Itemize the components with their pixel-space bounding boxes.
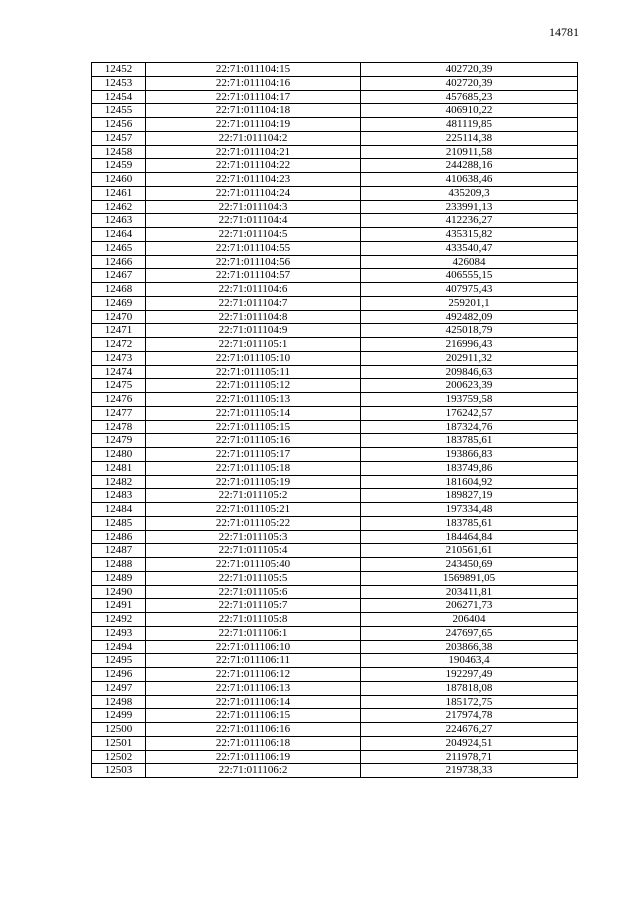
- cadastral-number-cell: 22:71:011105:4: [146, 544, 361, 558]
- table-row: [92, 750, 578, 764]
- cadastral-value-cell: 202911,32: [361, 351, 578, 365]
- cadastral-number-cell: 22:71:011104:16: [146, 76, 361, 90]
- table-row: [92, 296, 578, 310]
- table-row: [92, 640, 578, 654]
- table-row: [92, 214, 578, 228]
- cadastral-number-cell: 22:71:011105:15: [146, 420, 361, 434]
- table-row: [92, 186, 578, 200]
- row-number-cell: 12480: [92, 448, 146, 462]
- row-number-cell: 12466: [92, 255, 146, 269]
- row-number-cell: 12469: [92, 296, 146, 310]
- row-number-cell: 12461: [92, 186, 146, 200]
- cadastral-number-cell: 22:71:011105:6: [146, 585, 361, 599]
- cadastral-value-cell: 259201,1: [361, 296, 578, 310]
- row-number-cell: 12470: [92, 310, 146, 324]
- row-number-cell: 12468: [92, 283, 146, 297]
- cadastral-value-cell: 200623,39: [361, 379, 578, 393]
- cadastral-value-cell: 457685,23: [361, 90, 578, 104]
- row-number-cell: 12477: [92, 406, 146, 420]
- cadastral-number-cell: 22:71:011105:16: [146, 434, 361, 448]
- cadastral-value-cell: 193866,83: [361, 448, 578, 462]
- row-number-cell: 12487: [92, 544, 146, 558]
- table-row: [92, 626, 578, 640]
- table-row: [92, 489, 578, 503]
- cadastral-value-cell: 492482,09: [361, 310, 578, 324]
- cadastral-number-cell: 22:71:011105:3: [146, 530, 361, 544]
- cadastral-value-cell: 426084: [361, 255, 578, 269]
- cadastral-number-cell: 22:71:011104:21: [146, 145, 361, 159]
- row-number-cell: 12471: [92, 324, 146, 338]
- cadastral-value-cell: 412236,27: [361, 214, 578, 228]
- table-row: [92, 695, 578, 709]
- cadastral-number-cell: 22:71:011104:56: [146, 255, 361, 269]
- cadastral-number-cell: 22:71:011105:2: [146, 489, 361, 503]
- cadastral-value-cell: 193759,58: [361, 393, 578, 407]
- cadastral-value-cell: 433540,47: [361, 241, 578, 255]
- cadastral-value-cell: 425018,79: [361, 324, 578, 338]
- cadastral-number-cell: 22:71:011106:18: [146, 736, 361, 750]
- row-number-cell: 12486: [92, 530, 146, 544]
- table-row: [92, 118, 578, 132]
- cadastral-value-cell: 217974,78: [361, 709, 578, 723]
- cadastral-number-cell: 22:71:011104:17: [146, 90, 361, 104]
- cadastral-number-cell: 22:71:011104:6: [146, 283, 361, 297]
- table-row: [92, 448, 578, 462]
- table-row: [92, 530, 578, 544]
- row-number-cell: 12475: [92, 379, 146, 393]
- cadastral-value-cell: 406910,22: [361, 104, 578, 118]
- row-number-cell: 12481: [92, 461, 146, 475]
- row-number-cell: 12499: [92, 709, 146, 723]
- cadastral-number-cell: 22:71:011105:13: [146, 393, 361, 407]
- cadastral-value-cell: 210561,61: [361, 544, 578, 558]
- cadastral-value-cell: 192297,49: [361, 668, 578, 682]
- cadastral-number-cell: 22:71:011105:17: [146, 448, 361, 462]
- row-number-cell: 12458: [92, 145, 146, 159]
- cadastral-number-cell: 22:71:011106:10: [146, 640, 361, 654]
- cadastral-value-cell: 247697,65: [361, 626, 578, 640]
- cadastral-number-cell: 22:71:011106:11: [146, 654, 361, 668]
- cadastral-value-cell: 225114,38: [361, 131, 578, 145]
- row-number-cell: 12473: [92, 351, 146, 365]
- cadastral-value-cell: 224676,27: [361, 723, 578, 737]
- cadastral-number-cell: 22:71:011105:11: [146, 365, 361, 379]
- table-row: [92, 76, 578, 90]
- table-row: [92, 131, 578, 145]
- cadastral-value-cell: 206404: [361, 613, 578, 627]
- table-row: [92, 241, 578, 255]
- table-row: [92, 736, 578, 750]
- cadastral-number-cell: 22:71:011106:14: [146, 695, 361, 709]
- cadastral-number-cell: 22:71:011105:22: [146, 516, 361, 530]
- row-number-cell: 12452: [92, 63, 146, 77]
- row-number-cell: 12491: [92, 599, 146, 613]
- cadastral-number-cell: 22:71:011104:55: [146, 241, 361, 255]
- table-row: [92, 338, 578, 352]
- table-body: [92, 63, 578, 778]
- cadastral-value-cell: 185172,75: [361, 695, 578, 709]
- cadastral-number-cell: 22:71:011104:57: [146, 269, 361, 283]
- row-number-cell: 12496: [92, 668, 146, 682]
- cadastral-number-cell: 22:71:011106:1: [146, 626, 361, 640]
- cadastral-number-cell: 22:71:011104:2: [146, 131, 361, 145]
- cadastral-value-cell: 435315,82: [361, 228, 578, 242]
- row-number-cell: 12460: [92, 173, 146, 187]
- row-number-cell: 12493: [92, 626, 146, 640]
- cadastral-value-cell: 203866,38: [361, 640, 578, 654]
- row-number-cell: 12501: [92, 736, 146, 750]
- cadastral-value-cell: 410638,46: [361, 173, 578, 187]
- cadastral-number-cell: 22:71:011105:21: [146, 503, 361, 517]
- cadastral-value-cell: 181604,92: [361, 475, 578, 489]
- cadastral-number-cell: 22:71:011105:12: [146, 379, 361, 393]
- cadastral-value-cell: 233991,13: [361, 200, 578, 214]
- cadastral-number-cell: 22:71:011105:8: [146, 613, 361, 627]
- cadastral-value-cell: 209846,63: [361, 365, 578, 379]
- table-row: [92, 104, 578, 118]
- cadastral-value-cell: 211978,71: [361, 750, 578, 764]
- row-number-cell: 12464: [92, 228, 146, 242]
- row-number-cell: 12483: [92, 489, 146, 503]
- cadastral-number-cell: 22:71:011104:5: [146, 228, 361, 242]
- table-row: [92, 283, 578, 297]
- cadastral-number-cell: 22:71:011104:8: [146, 310, 361, 324]
- table-row: [92, 269, 578, 283]
- row-number-cell: 12489: [92, 571, 146, 585]
- table-row: [92, 63, 578, 77]
- cadastral-number-cell: 22:71:011105:1: [146, 338, 361, 352]
- row-number-cell: 12500: [92, 723, 146, 737]
- row-number-cell: 12492: [92, 613, 146, 627]
- cadastral-number-cell: 22:71:011105:5: [146, 571, 361, 585]
- cadastral-value-cell: 244288,16: [361, 159, 578, 173]
- cadastral-value-cell: 176242,57: [361, 406, 578, 420]
- row-number-cell: 12485: [92, 516, 146, 530]
- row-number-cell: 12455: [92, 104, 146, 118]
- row-number-cell: 12479: [92, 434, 146, 448]
- cadastral-value-cell: 435209,3: [361, 186, 578, 200]
- row-number-cell: 12490: [92, 585, 146, 599]
- table-row: [92, 599, 578, 613]
- table-row: [92, 681, 578, 695]
- table-row: [92, 544, 578, 558]
- table-row: [92, 668, 578, 682]
- cadastral-number-cell: 22:71:011104:18: [146, 104, 361, 118]
- row-number-cell: 12454: [92, 90, 146, 104]
- cadastral-value-cell: 184464,84: [361, 530, 578, 544]
- table-row: [92, 365, 578, 379]
- row-number-cell: 12465: [92, 241, 146, 255]
- cadastral-number-cell: 22:71:011105:7: [146, 599, 361, 613]
- cadastral-value-cell: 406555,15: [361, 269, 578, 283]
- row-number-cell: 12498: [92, 695, 146, 709]
- row-number-cell: 12457: [92, 131, 146, 145]
- table-row: [92, 379, 578, 393]
- row-number-cell: 12494: [92, 640, 146, 654]
- row-number-cell: 12453: [92, 76, 146, 90]
- row-number-cell: 12497: [92, 681, 146, 695]
- cadastral-value-cell: 187818,08: [361, 681, 578, 695]
- cadastral-value-cell: 210911,58: [361, 145, 578, 159]
- cadastral-number-cell: 22:71:011104:3: [146, 200, 361, 214]
- cadastral-value-cell: 219738,33: [361, 764, 578, 778]
- cadastral-value-cell: 190463,4: [361, 654, 578, 668]
- row-number-cell: 12488: [92, 558, 146, 572]
- cadastral-number-cell: 22:71:011105:19: [146, 475, 361, 489]
- row-number-cell: 12482: [92, 475, 146, 489]
- table-row: [92, 406, 578, 420]
- cadastral-number-cell: 22:71:011104:23: [146, 173, 361, 187]
- table-row: [92, 764, 578, 778]
- table-row: [92, 351, 578, 365]
- cadastral-value-cell: 216996,43: [361, 338, 578, 352]
- table-row: [92, 558, 578, 572]
- cadastral-value-cell: 187324,76: [361, 420, 578, 434]
- cadastral-number-cell: 22:71:011104:7: [146, 296, 361, 310]
- cadastral-number-cell: 22:71:011104:22: [146, 159, 361, 173]
- table-row: [92, 420, 578, 434]
- row-number-cell: 12484: [92, 503, 146, 517]
- table-row: [92, 145, 578, 159]
- row-number-cell: 12462: [92, 200, 146, 214]
- table-row: [92, 434, 578, 448]
- table-row: [92, 613, 578, 627]
- cadastral-value-cell: 402720,39: [361, 76, 578, 90]
- cadastral-value-cell: 203411,81: [361, 585, 578, 599]
- cadastral-value-cell: 206271,73: [361, 599, 578, 613]
- cadastral-number-cell: 22:71:011104:4: [146, 214, 361, 228]
- cadastral-number-cell: 22:71:011104:24: [146, 186, 361, 200]
- table-row: [92, 571, 578, 585]
- table-row: [92, 228, 578, 242]
- row-number-cell: 12456: [92, 118, 146, 132]
- cadastral-value-cell: 243450,69: [361, 558, 578, 572]
- table-row: [92, 654, 578, 668]
- cadastral-number-cell: 22:71:011104:15: [146, 63, 361, 77]
- cadastral-value-cell: 189827,19: [361, 489, 578, 503]
- row-number-cell: 12476: [92, 393, 146, 407]
- cadastral-number-cell: 22:71:011106:12: [146, 668, 361, 682]
- table-row: [92, 723, 578, 737]
- table-row: [92, 516, 578, 530]
- table-row: [92, 709, 578, 723]
- cadastral-number-cell: 22:71:011106:15: [146, 709, 361, 723]
- cadastral-value-cell: 183749,86: [361, 461, 578, 475]
- cadastral-number-cell: 22:71:011106:19: [146, 750, 361, 764]
- table-row: [92, 461, 578, 475]
- table-row: [92, 310, 578, 324]
- table-row: [92, 324, 578, 338]
- table-row: [92, 200, 578, 214]
- row-number-cell: 12478: [92, 420, 146, 434]
- cadastral-value-cell: 481119,85: [361, 118, 578, 132]
- table-row: [92, 475, 578, 489]
- row-number-cell: 12503: [92, 764, 146, 778]
- table-row: [92, 90, 578, 104]
- page-number: 14781: [549, 25, 579, 39]
- cadastral-value-cell: 1569891,05: [361, 571, 578, 585]
- row-number-cell: 12459: [92, 159, 146, 173]
- row-number-cell: 12472: [92, 338, 146, 352]
- row-number-cell: 12467: [92, 269, 146, 283]
- cadastral-value-cell: 183785,61: [361, 516, 578, 530]
- table-row: [92, 173, 578, 187]
- cadastral-number-cell: 22:71:011104:9: [146, 324, 361, 338]
- cadastral-value-cell: 204924,51: [361, 736, 578, 750]
- cadastral-number-cell: 22:71:011105:14: [146, 406, 361, 420]
- row-number-cell: 12474: [92, 365, 146, 379]
- cadastral-number-cell: 22:71:011106:13: [146, 681, 361, 695]
- row-number-cell: 12463: [92, 214, 146, 228]
- cadastral-number-cell: 22:71:011105:10: [146, 351, 361, 365]
- cadastral-number-cell: 22:71:011106:16: [146, 723, 361, 737]
- table-row: [92, 393, 578, 407]
- cadastral-value-cell: 407975,43: [361, 283, 578, 297]
- table-row: [92, 255, 578, 269]
- cadastral-value-cell: 402720,39: [361, 63, 578, 77]
- row-number-cell: 12495: [92, 654, 146, 668]
- cadastral-number-cell: 22:71:011105:40: [146, 558, 361, 572]
- cadastral-value-cell: 183785,61: [361, 434, 578, 448]
- cadastral-value-table: [91, 62, 578, 778]
- table-row: [92, 503, 578, 517]
- cadastral-number-cell: 22:71:011106:2: [146, 764, 361, 778]
- table-row: [92, 159, 578, 173]
- cadastral-number-cell: 22:71:011104:19: [146, 118, 361, 132]
- row-number-cell: 12502: [92, 750, 146, 764]
- cadastral-number-cell: 22:71:011105:18: [146, 461, 361, 475]
- table-row: [92, 585, 578, 599]
- cadastral-value-cell: 197334,48: [361, 503, 578, 517]
